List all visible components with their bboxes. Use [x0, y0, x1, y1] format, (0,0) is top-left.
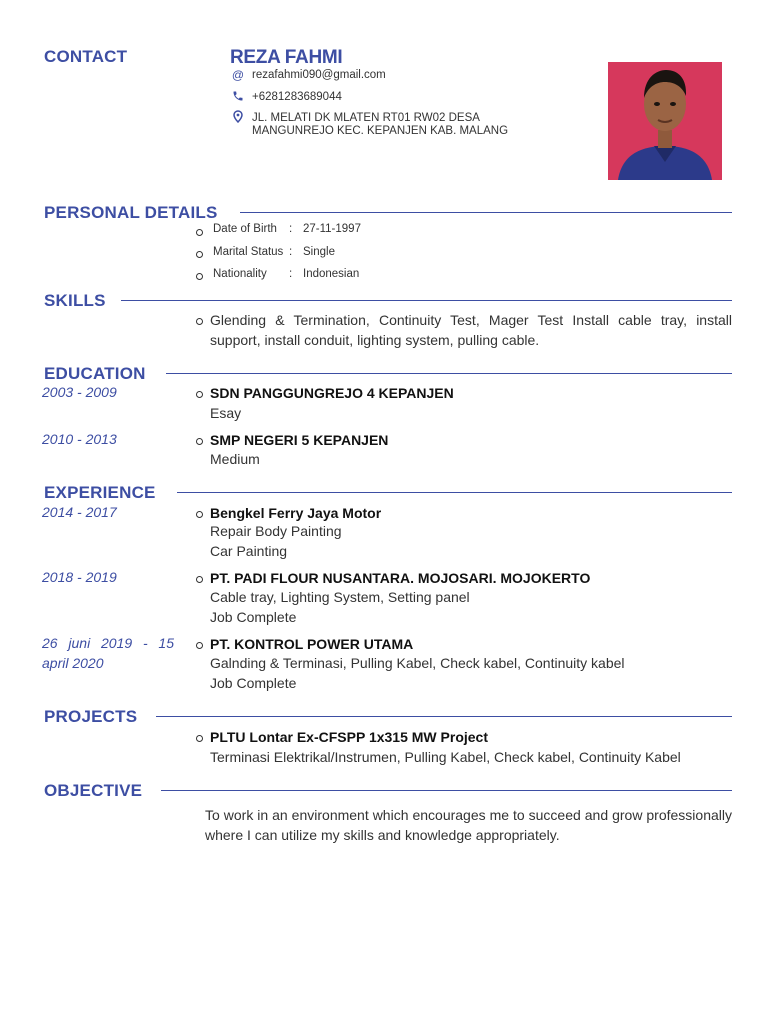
bullet: [196, 735, 203, 742]
experience-title: PT. PADI FLOUR NUSANTARA. MOJOSARI. MOJOKERTO: [210, 570, 591, 586]
education-title: SDN PANGGUNGREJO 4 KEPANJEN: [210, 385, 454, 401]
dob-sep: :: [289, 223, 293, 235]
project-title: PLTU Lontar Ex-CFSPP 1x315 MW Project: [210, 729, 488, 745]
education-divider: [166, 373, 732, 374]
marital-value: Single: [303, 246, 335, 258]
bullet: [196, 391, 203, 398]
objective-text: To work in an environment which encourages me to succeed and grow professionally where I can utilize my skills and knowledge appropriately.: [205, 807, 732, 843]
experience-detail: Car Painting: [210, 543, 288, 559]
objective-heading: OBJECTIVE: [44, 781, 143, 800]
projects-heading: PROJECTS: [44, 707, 138, 726]
experience-date: 2014 - 2017: [42, 504, 117, 520]
projects-divider: [156, 716, 732, 717]
nationality-label: Nationality: [213, 268, 267, 280]
education-heading: EDUCATION: [44, 364, 146, 383]
education-detail: Medium: [210, 451, 260, 467]
address-line-2: MANGUNREJO KEC. KEPANJEN KAB. MALANG: [252, 125, 509, 137]
bullet: [196, 642, 203, 649]
experience-title: Bengkel Ferry Jaya Motor: [210, 505, 382, 521]
bullet: [196, 273, 203, 280]
personal-details-divider: [240, 212, 732, 213]
experience-detail: Job Complete: [210, 675, 297, 691]
at-icon: @: [231, 68, 245, 82]
email-text: rezafahmi090@gmail.com: [252, 69, 386, 81]
experience-detail: Cable tray, Lighting System, Setting panel: [210, 589, 470, 605]
project-detail: Terminasi Elektrikal/Instrumen, Pulling Kabel, Check kabel, Continuity Kabel: [210, 749, 681, 765]
experience-divider: [177, 492, 732, 493]
education-date: 2003 - 2009: [42, 384, 117, 400]
contact-heading: CONTACT: [44, 47, 128, 66]
education-detail: Esay: [210, 405, 242, 421]
experience-date: 2018 - 2019: [42, 569, 117, 585]
phone-text: +6281283689044: [252, 91, 342, 103]
education-title: SMP NEGERI 5 KEPANJEN: [210, 432, 389, 448]
dob-value: 27-11-1997: [303, 223, 361, 235]
skills-divider: [121, 300, 732, 301]
profile-photo: [608, 62, 722, 180]
bullet: [196, 576, 203, 583]
education-date: 2010 - 2013: [42, 431, 117, 447]
bullet: [196, 229, 203, 236]
nationality-sep: :: [289, 268, 293, 280]
skills-text: Glending & Termination, Continuity Test, Mager Test Install cable tray, install support, install conduit, lighting system, pulling cable.: [210, 312, 732, 348]
marital-label: Marital Status: [213, 246, 284, 258]
experience-detail: Repair Body Painting: [210, 523, 342, 539]
phone-icon: [231, 90, 245, 105]
bullet: [196, 318, 203, 325]
marital-sep: :: [289, 246, 293, 258]
experience-detail: Galnding & Terminasi, Pulling Kabel, Check kabel, Continuity kabel: [210, 655, 625, 671]
bullet: [196, 438, 203, 445]
objective-divider: [161, 790, 732, 791]
bullet: [196, 251, 203, 258]
location-pin-icon: [231, 110, 245, 126]
experience-date: april 2020: [42, 655, 104, 671]
personal-details-heading: PERSONAL DETAILS: [44, 203, 218, 222]
experience-detail: Job Complete: [210, 609, 297, 625]
address-line-1: JL. MELATI DK MLATEN RT01 RW02 DESA: [252, 112, 480, 124]
bullet: [196, 511, 203, 518]
nationality-value: Indonesian: [303, 268, 360, 280]
experience-date: 26 juni 2019 - 15: [42, 635, 174, 651]
experience-title: PT. KONTROL POWER UTAMA: [210, 636, 414, 652]
experience-heading: EXPERIENCE: [44, 483, 156, 502]
person-name: REZA FAHMI: [230, 47, 343, 68]
dob-label: Date of Birth: [213, 223, 277, 235]
skills-heading: SKILLS: [44, 291, 106, 310]
